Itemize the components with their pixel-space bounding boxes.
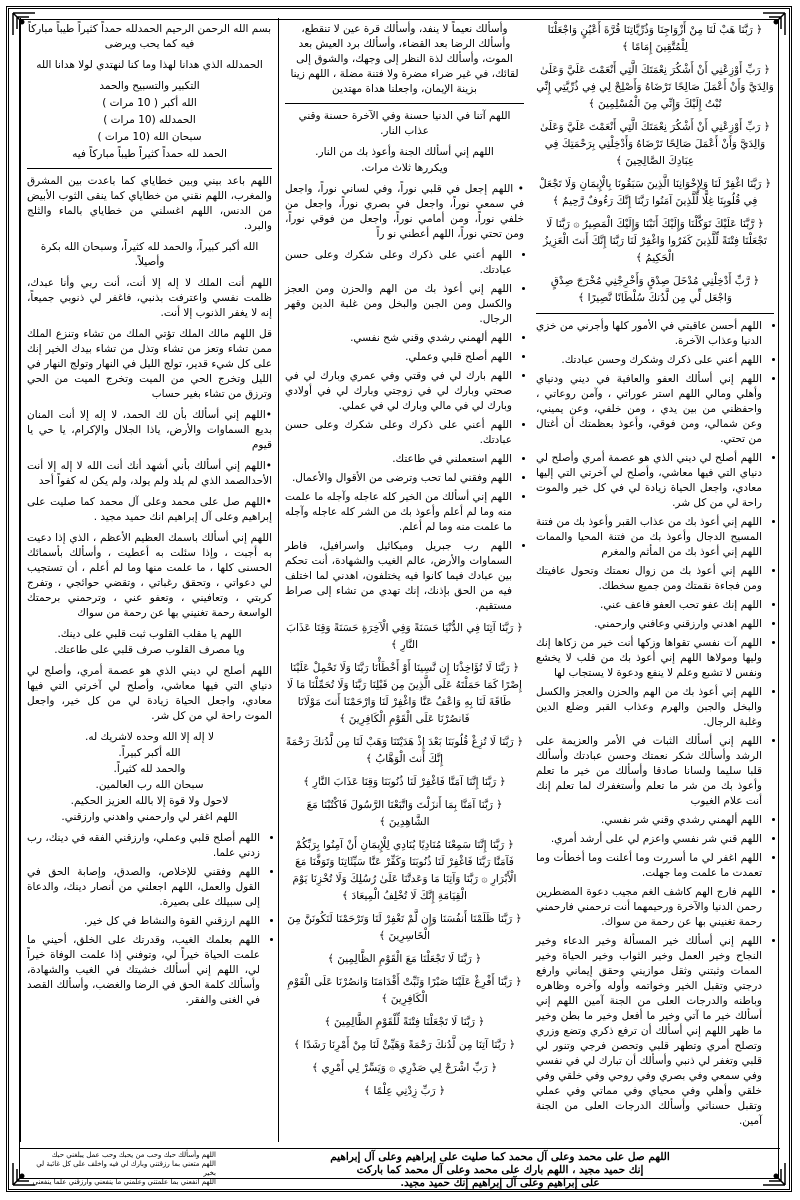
quran-verse: ﴿ رَبَّنَا لَا تَجْعَلْنَا فِتْنَةً لِّلْقَوْمِ الظَّالِمِينَ ﴾: [324, 1016, 485, 1028]
list-item: • اللهم رب جبريل وميكائيل واسرافيل، فاطر السماوات والأرض، عالم الغيب والشهادة، أنت تحكم بين عبادك فيما كانوا فيه يختلفون، اهدني لما اختلف فيه من الحق بإذنك، إنك تهدي من تشاء إلى صراط مستقيم.: [285, 539, 512, 614]
footer-side-notes: [20, 1149, 220, 1189]
takbir-line: الله أكبر ( 10 مرات ): [102, 97, 197, 109]
side-note: اللهم وأسألك حبك وحب من يحبك وحب عمل يبلغني حبك: [51, 1151, 216, 1159]
corner-ornament-icon: [11, 11, 37, 37]
list-item: • اللهم أصلح قلبي وعملي، وارزقني الفقه في دينك، رب زدني علما.: [27, 831, 260, 861]
dua-paragraph: اللهم أنت الملك لا إله إلا أنت، أنت ربي وأنا عبدك، ظلمت نفسي واعترفت بذنبي، فاغفر لي ذنوبي جميعاً، إنه لا يغفر الذنوب إلا أنت.: [27, 277, 272, 319]
list-item: • اللهم أعني على ذكرك وعلى شكرك وعلى حسن عبادتك.: [285, 418, 512, 448]
tahlil-line: لاحول ولا قوة إلا بالله العزيز الحكيم.: [70, 795, 229, 807]
list-item: • اللهم أحسن عاقبتي في الأمور كلها وأجرني من خزي الدنيا وعذاب الآخرة.: [536, 319, 762, 349]
salawat-footer: [220, 1149, 780, 1189]
footer-line: على إبراهيم وعلى آل إبراهيم إنك حميد مجيد.: [400, 1177, 600, 1189]
quran-verse: ﴿ رَبَّنَا أَفْرِغْ عَلَيْنَا صَبْرًا وَثَبِّتْ أَقْدَامَنَا وَانصُرْنَا عَلَى الْقَوْمِ الْكَافِرِينَ ﴾: [287, 976, 522, 1005]
dua-line: اللهم يا مقلب القلوب ثبت قلبي على دينك.: [57, 628, 242, 640]
list-item: • اللهم أعني على ذكرك وعلى شكرك وعلى حسن عبادتك.: [285, 248, 512, 278]
divider: [536, 313, 774, 314]
footer-line: اللهم صل على محمد وعلى آل محمد كما صليت على إبراهيم وعلى آل إبراهيم: [330, 1151, 670, 1163]
quran-verse: ﴿ رَبَّنَا هَبْ لَنَا مِنْ أَزْوَاجِنَا وَذُرِّيَّاتِنَا قُرَّةَ أَعْيُنٍ وَاجْعَلْنَا لِلْمُتَّقِينَ إِمَامًا ﴾: [547, 24, 763, 53]
side-note: اللهم متعني بما رزقتني وبارك لي فيه واخلف على كل غائبة لي بخير: [36, 1160, 216, 1177]
tahlil-line: لا إله إلا الله وحده لاشريك له.: [85, 731, 214, 743]
list-item: • اللهم آت نفسي تقواها وزكها أنت خير من زكاها إنك وليها ومولاها اللهم إني أعوذ بك من قلب لا يخشع ونفس لا تشبع وعلم لا ينفع ودعوة لا يستجاب لها: [536, 636, 762, 681]
dua-paragraph: الله أكبر كبيراً، والحمد لله كثيراً، وسبحان الله بكرة وأصيلاً.: [40, 241, 259, 268]
list-item: • اللهم وفقني للإخلاص، والصدق، وإصابة الحق في القول والعمل، اللهم اجعلني من أنصار دينك، والدعاة إلى سبيلك على بصيرة.: [27, 865, 260, 910]
column-middle: [278, 18, 530, 1142]
tahlil-line: سبحان الله رب العالمين.: [95, 779, 204, 791]
dua-paragraph: قل اللهم مالك الملك تؤتي الملك من تشاء وتنزع الملك ممن تشاء وتعز من تشاء وتذل من تشاء بيدك الخير إنك على كل شيء قدير، تولج الليل في النهار وتولج النهار في الليل وتخرج الحي من الميت وتخرج الميت من الحي وترزق من تشاء بغير حساب: [27, 328, 272, 400]
quran-verse: ﴿ رَبِّ زِدْنِي عِلْمًا ﴾: [363, 1085, 446, 1097]
quran-verse: ﴿ رَبَّنَا إِنَّنَا آمَنَّا فَاغْفِرْ لَنَا ذُنُوبَنَا وَقِنَا عَذَابَ النَّارِ ﴾: [303, 776, 506, 788]
dua-paragraph: اللهم أصلح لي ديني الذي هو عصمة أمري، وأصلح لي دنياي التي فيها معاشي، وأصلح لي آخرتي التي فيها معادي، واجعل الحياة زيادة لي من كل خير، واجعل الموت راحة لي من كل شر.: [27, 665, 272, 722]
tahlil-line: اللهم اغفر لي وارحمني واهدني وارزقني.: [61, 811, 238, 823]
quran-verse: ﴿ رَبِّ أَوْزِعْنِي أَنْ أَشْكُرَ نِعْمَتَكَ الَّتِي أَنْعَمْتَ عَلَيَّ وَعَلَىٰ وَالِدَيَّ وَأَنْ أَعْمَلَ صَالِحًا تَرْضَاهُ وَأَدْخِلْنِي بِرَحْمَتِكَ فِي عِبَادِكَ الصَّالِحِينَ ﴾: [540, 121, 770, 167]
dua-line: اللهم إني أسألك الجنة وأعوذ بك من النار.: [315, 146, 494, 158]
footer-line: إنك حميد مجيد ، اللهم بارك على محمد وعلى آل محمد كما باركت: [356, 1164, 644, 1176]
list-item: • اللهم اهدني وارزقني وعافني وارحمني.: [536, 617, 762, 632]
corner-ornament-icon: [761, 1161, 787, 1187]
corner-ornament-icon: [761, 11, 787, 37]
list-item: • اللهم ألهمني رشدي وقني شح نفسي.: [285, 331, 512, 346]
quran-verse: ﴿ رَبَّنَا آتِنَا مِن لَّدُنكَ رَحْمَةً وَهَيِّئْ لَنَا مِنْ أَمْرِنَا رَشَدًا ﴾: [293, 1039, 516, 1051]
hamd-text: الحمدلله الذي هدانا لهذا وما كنا لنهتدي لولا هدانا الله: [36, 59, 263, 71]
dua-paragraph: اللهم إني أسألك باسمك العظيم الأعظم ، الذي إذا دعيت به أجبت ، وإذا سئلت به أعطيت ، وأسألك بأسمائك الحسنى كلها ، ما علمت منها وما لم أعلم ، أن تستجيب لي دعواتي ، وتحقق رغباتي ، وتقضي حوائجي ، وتفرج كربتي ، وتعافيني ، وتعفو عني ، وترحمني برحمتك الواسعة رحمة تغنيني بها عن رحمة من سواك: [27, 532, 272, 619]
list-item: • اللهم إني أعوذ بك من الهم والحزن ومن العجز والكسل ومن الجبن والبخل ومن غلبة الدين وقهر الرجال.: [285, 282, 512, 327]
tasbih-heading: التكبير والتسبيح والحمد: [99, 80, 200, 92]
column-right: [20, 18, 278, 1142]
quran-verse: ﴿ رَبَّنَا إِنَّنَا سَمِعْنَا مُنَادِيًا يُنَادِي لِلْإِيمَانِ أَنْ آمِنُوا بِرَبِّكُمْ فَآمَنَّا رَبَّنَا فَاغْفِرْ لَنَا ذُنُوبَنَا وَكَفِّرْ عَنَّا سَيِّئَاتِنَا وَتَوَفَّنَا مَعَ الْأَبْرَارِ ۞ رَبَّنَا وَآتِنَا مَا وَعَدتَّنَا عَلَىٰ رُسُلِكَ وَلَا تُخْزِنَا يَوْمَ الْقِيَامَةِ إِنَّكَ لَا تُخْلِفُ الْمِيعَادَ ﴾: [292, 839, 517, 902]
dua-list: [27, 831, 272, 1008]
quran-verse: ﴿ رَّبِّ أَدْخِلْنِي مُدْخَلَ صِدْقٍ وَأَخْرِجْنِي مُخْرَجَ صِدْقٍ وَاجْعَل لِّي مِن لَّدُنكَ سُلْطَانًا نَّصِيرًا ﴾: [550, 275, 760, 304]
quran-verse: ﴿ رَبَّنَا اغْفِرْ لَنَا وَلِإِخْوَانِنَا الَّذِينَ سَبَقُونَا بِالْإِيمَانِ وَلَا تَجْعَلْ فِي قُلُوبِنَا غِلًّا لِّلَّذِينَ آمَنُوا رَبَّنَا إِنَّكَ رَءُوفٌ رَّحِيمٌ ﴾: [539, 178, 771, 207]
dua-paragraph: •اللهم صل على محمد وعلى آل محمد كما صليت على إبراهيم وعلى آل إبراهيم انك حميد مجيد .: [27, 496, 272, 523]
divider: [285, 103, 524, 104]
hamd-line: الحمد لله حمداً كثيراً طيباً مباركاً فيه: [72, 148, 227, 160]
list-item: • اللهم أصلح لي ديني الذي هو عصمة أمري وأصلح لي دنياي التي فيها معاشي، وأصلح لي آخرتي التي إليها معادي، واجعل الحياة زيادة لي في كل خير والموت راحة لي من كل شر.: [536, 451, 762, 511]
list-item: • اللهم إني أعوذ بك من عذاب القبر وأعوذ بك من فتنة المسيح الدجال وأعوذ بك من فتنة المحيا والممات اللهم إني أعوذ بك من المأثم والمغرم: [536, 515, 762, 560]
list-item: • اللهم استعملني في طاعتك.: [285, 452, 512, 467]
quran-verse: ﴿ رَبِّ أَوْزِعْنِي أَنْ أَشْكُرَ نِعْمَتَكَ الَّتِي أَنْعَمْتَ عَلَيَّ وَعَلَىٰ وَالِدَيَّ وَأَنْ أَعْمَلَ صَالِحًا تَرْضَاهُ وَأَصْلِحْ لِي فِي ذُرِّيَّتِي إِنِّي تُبْتُ إِلَيْكَ وَإِنِّي مِنَ الْمُسْلِمِينَ ﴾: [536, 64, 774, 110]
dua-line: اللهم آتنا في الدنيا حسنة وفي الآخرة حسنة وقني عذاب النار.: [298, 110, 511, 137]
list-item: • اللهم ارزقني القوة والنشاط في كل خير.: [27, 914, 260, 929]
dua-paragraph: وأسألك نعيماً لا ينفد، وأسألك قرة عين لا تنقطع، وأسألك الرضا بعد القضاء، وأسألك برد العيش بعد الموت، وأسألك لذة النظر إلى وجهك، والشوق إلى لقائك، في غير ضراء مضرة ولا فتنة مضلة ، اللهم زينا بزينة الإيمان، واجعلنا هداة مهتدين: [290, 23, 519, 95]
repeat-note: ويكررها ثلاث مرات.: [361, 162, 448, 174]
quran-verse: ﴿ رَبِّ اشْرَحْ لِي صَدْرِي ۞ وَيَسِّرْ لِي أَمْرِي ﴾: [311, 1062, 498, 1074]
quran-verse: ﴿ رَبَّنَا ظَلَمْنَا أَنفُسَنَا وَإِن لَّمْ تَغْفِرْ لَنَا وَتَرْحَمْنَا لَنَكُونَنَّ مِنَ الْخَاسِرِينَ ﴾: [287, 913, 522, 942]
dua-paragraph: •اللهم إني أسألك بأن لك الحمد، لا إله إلا أنت المنان بديع السماوات والأرض، ياذا الجلال والإكرام، يا حي يا قيوم: [27, 409, 272, 451]
list-item: • اللهم أعني على ذكرك وشكرك وحسن عبادتك.: [536, 353, 762, 368]
tahlil-line: والحمد لله كثيراً.: [113, 763, 186, 775]
quran-verse: ﴿ رَبَّنَا لَا تُؤَاخِذْنَا إِن نَّسِينَا أَوْ أَخْطَأْنَا رَبَّنَا وَلَا تَحْمِلْ عَلَيْنَا إِصْرًا كَمَا حَمَلْتَهُ عَلَى الَّذِينَ مِن قَبْلِنَا رَبَّنَا وَلَا تُحَمِّلْنَا مَا لَا طَاقَةَ لَنَا بِهِ وَاعْفُ عَنَّا وَاغْفِرْ لَنَا وَارْحَمْنَا أَنتَ مَوْلَانَا فَانصُرْنَا عَلَى الْقَوْمِ الْكَافِرِينَ ﴾: [287, 662, 522, 725]
side-note: اللهم انفعني بما علمتني وعلمني ما ينفعني وارزقني علما ينفعني: [32, 1178, 216, 1186]
corner-ornament-icon: [11, 1161, 37, 1187]
list-item: • اللهم إني أعوذ بك من زوال نعمتك وتحول عافيتك ومن فجاءة نقمتك ومن جميع سخطك.: [536, 564, 762, 594]
nur-dua: • اللهم إجعل في قلبي نوراً، وفي لساني نوراً، واجعل في سمعي نوراً، واجعل في بصري نوراً، واجعل من خلفي نوراً، ومن أمامي نوراً، واجعل من فوقي نوراً، ومن تحتي نوراً، اللهم أعطني نو راً: [285, 183, 524, 240]
list-item: • اللهم بارك لي في وقتي وفي عمري وبارك لي في صحتي وبارك لي في زوجتي وبارك لي في أولادي وبارك لي في مالي وبارك لي في عملي.: [285, 369, 512, 414]
takbir-line: الحمدلله (10 مرات ): [103, 114, 196, 126]
dua-paragraph: •اللهم إني أسألك بأني أشهد أنك أنت الله لا إله إلا أنت الأحدالصمد الذي لم يلد ولم يولد، ولم يكن له كفواً أحد: [27, 460, 272, 487]
list-item: • اللهم إني أسألك العفو والعافية في ديني ودنياي وأهلي ومالي اللهم استر عوراتي ، وآمن روعاتي ، واحفظني من بين يدي ، ومن خلفي، وعن يميني، وعن شمالي، ومن فوقي، وأعوذ بعظمتك أن أغتال من تحتي.: [536, 372, 762, 447]
list-item: • اللهم إني أسألك الثبات في الأمر والعزيمة على الرشد وأسألك شكر نعمتك وحسن عبادتك وأسألك قلبا سليما ولسانا صادقا وأسألك من خير ما تعلم وأعوذ بك من شر ما تعلم وأستغفرك لما تعلم إنك أنت علام الغيوب: [536, 734, 762, 809]
takbir-line: سبحان الله (10 مرات ): [97, 131, 202, 143]
quran-verse: ﴿ رَّبَّنَا عَلَيْكَ تَوَكَّلْنَا وَإِلَيْكَ أَنَبْنَا وَإِلَيْكَ الْمَصِيرُ ۞ رَبَّنَا لَا تَجْعَلْنَا فِتْنَةً لِّلَّذِينَ كَفَرُوا وَاغْفِرْ لَنَا رَبَّنَا إِنَّكَ أَنتَ الْعَزِيزُ الْحَكِيمُ ﴾: [543, 218, 767, 264]
list-item: • اللهم أصلح قلبي وعملي.: [285, 350, 512, 365]
dua-line: ويا مصرف القلوب صرف قلبي على طاعتك.: [54, 644, 245, 656]
dua-list: [536, 319, 774, 1129]
list-item: • اللهم ألهمني رشدي وقني شر نفسي.: [536, 813, 762, 828]
footer: [20, 1148, 780, 1189]
column-left: [530, 18, 780, 1142]
list-item: • اللهم قني شر نفسي واعزم لي على أرشد أمري.: [536, 832, 762, 847]
quran-verse: ﴿ رَبَّنَا لَا تُزِغْ قُلُوبَنَا بَعْدَ إِذْ هَدَيْتَنَا وَهَبْ لَنَا مِن لَّدُنكَ رَحْمَةً إِنَّكَ أَنتَ الْوَهَّابُ ﴾: [285, 736, 524, 765]
list-item: • اللهم إني أعوذ بك من الهم والحزن والعجز والكسل والبخل والجبن والهرم وعذاب القبر وضلع الدين وغلبة الرجال.: [536, 685, 762, 730]
quran-verse: ﴿ رَبَّنَا آمَنَّا بِمَا أَنزَلْتَ وَاتَّبَعْنَا الرَّسُولَ فَاكْتُبْنَا مَعَ الشَّاهِدِينَ ﴾: [306, 799, 503, 828]
list-item: • اللهم إنك عفو تحب العفو فاعف عني.: [536, 598, 762, 613]
list-item: • اللهم بعلمك الغيب، وقدرتك على الخلق، أحيني ما علمت الحياة خيراً لي، وتوفني إذا علمت الوفاة خيراً لي، اللهم إني أسألك خشيتك في الغيب والشهادة، وأسألك كلمة الحق في الرضا والغضب، وأسألك القصد في الغنى والفقر.: [27, 933, 260, 1008]
list-item: • اللهم إني أسألك خير المسألة وخير الدعاء وخير النجاح وخير العمل وخير الثواب وخير الحياة وخير الممات وثبتني وثقل موازيني وحقق إيماني وارفع درجتي وتقبل الخير وخواتمه وأوله وآخره وظاهره وباطنه والدرجات العلى من الجنة آمين اللهم إني أسألك خير ما آتي وخير ما أفعل وخير ما بطن وخير ما ظهر اللهم إني أسألك أن ترفع ذكري وتضع وزري وتصلح أمري وتطهر قلبي وتحصن فرجي وتنور لي قلبي وتغفر لي ذنبي وأسألك أن تبارك لي في نفسي وفي سمعي وفي بصري وفي روحي وفي خلقي وفي خلقي وأهلي وفي محياي وفي مماتي وفي عملي وتقبل حسناتي وأسألك الدرجات العلى من الجنة آمين.: [536, 934, 762, 1129]
intro-text: بسم الله الرحمن الرحيم الحمدلله حمداً كثيراً طيباً مباركاً فيه كما يحب ويرضى: [27, 23, 272, 50]
list-item: • اللهم اغفر لي ما أسررت وما أعلنت وما أخطأت وما تعمدت ما علمت وما جهلت.: [536, 851, 762, 881]
columns-container: [20, 18, 780, 1142]
dua-list: [285, 248, 524, 614]
quran-verse: ﴿ رَبَّنَا آتِنَا فِي الدُّنْيَا حَسَنَةً وَفِي الْآخِرَةِ حَسَنَةً وَقِنَا عَذَابَ النَّارِ ﴾: [286, 622, 523, 651]
list-item: • اللهم فارج الهم كاشف الغم مجيب دعوة المضطرين رحمن الدنيا والآخرة ورحيمهما أنت ترحمني فارحمني رحمة تغنيني بها عن رحمة من سواك.: [536, 885, 762, 930]
dua-paragraph: اللهم باعد بيني وبين خطاياي كما باعدت بين المشرق والمغرب، اللهم نقني من خطاياي كما ينقى الثوب الأبيض من الدنس، اللهم اغسلني من خطاياي بالماء والثلج والبرد.: [27, 175, 272, 232]
tahlil-line: الله أكبر كبيراً.: [118, 747, 181, 759]
list-item: • اللهم وفقني لما تحب وترضى من الأقوال والأعمال.: [285, 471, 512, 486]
list-item: • اللهم إني أسألك من الخير كله عاجله وآجله ما علمت منه وما لم أعلم وأعوذ بك من الشر كله عاجله وآجله ما علمت منه وما لم أعلم.: [285, 490, 512, 535]
divider: [27, 168, 272, 169]
quran-verse: ﴿ رَبَّنَا لَا تَجْعَلْنَا مَعَ الْقَوْمِ الظَّالِمِينَ ﴾: [327, 953, 482, 965]
